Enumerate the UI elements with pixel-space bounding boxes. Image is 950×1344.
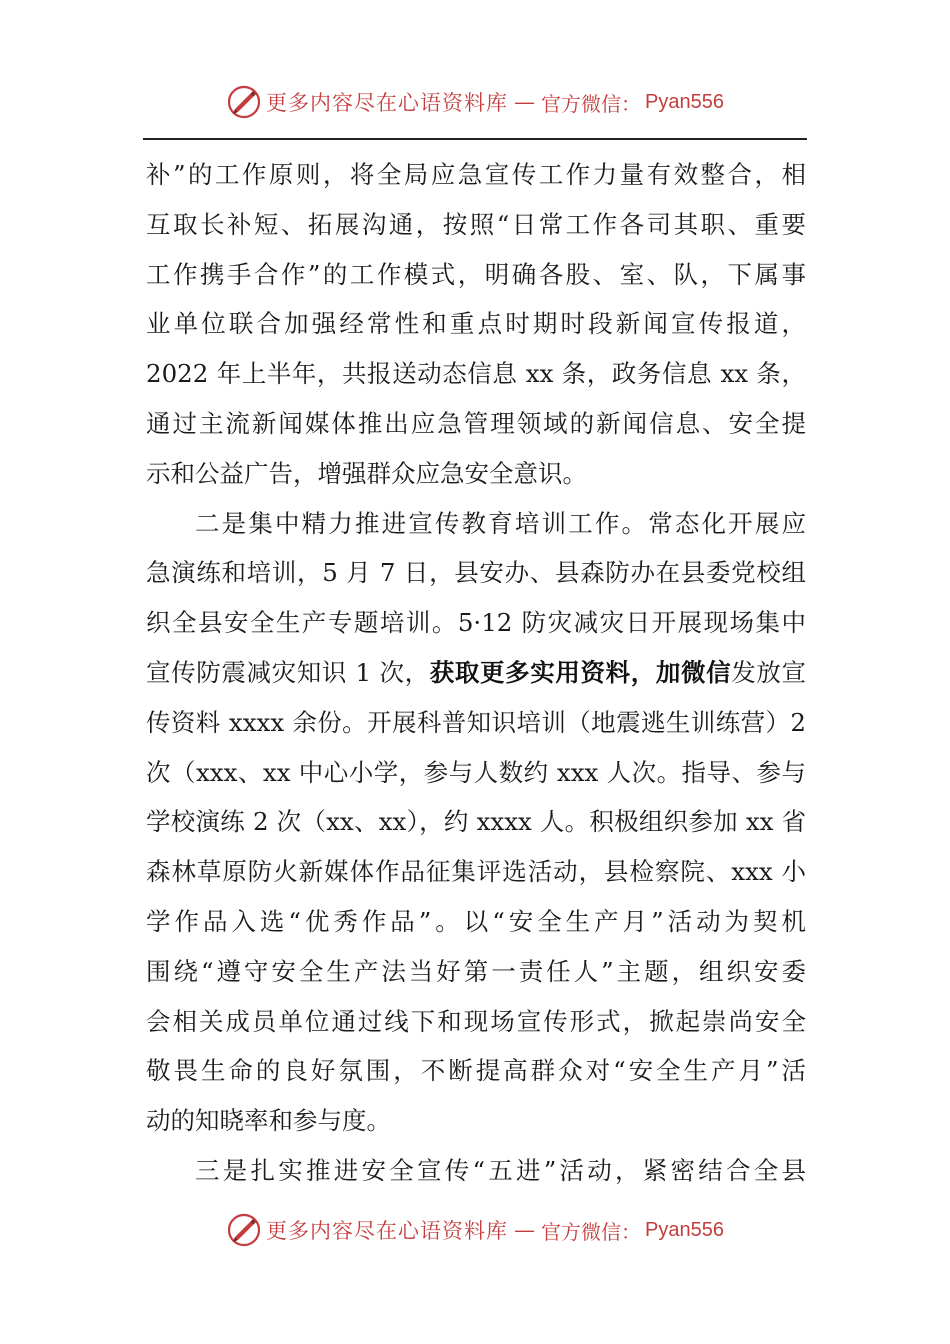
text-line: 2022 年上半年，共报送动态信息 xx 条，政务信息 xx 条，: [146, 359, 806, 389]
text-line: 动的知晓率和参与度。: [146, 1106, 391, 1136]
text-line: 工作携手合作”的工作模式，明确各股、室、队，下属事: [146, 259, 806, 289]
header-divider: [143, 138, 807, 140]
banner-dash: —: [514, 1218, 536, 1242]
text-line: 敬畏生命的良好氛围，不断提高群众对“安全生产月”活: [146, 1056, 806, 1086]
banner-title: 更多内容尽在心语资料库: [266, 1219, 509, 1243]
banner-wechat-label: 官方微信：: [541, 91, 642, 116]
pen-logo-icon: [226, 1212, 262, 1248]
text-line-with-promo: [146, 648, 806, 698]
text-line: 传资料 xxxx 余份。开展科普知识培训（地震逃生训练营）2: [146, 707, 806, 737]
text-line: 次（xxx、xx 中心小学，参与人数约 xxx 人次。指导、参与: [146, 757, 806, 787]
footer-banner: [0, 1208, 950, 1252]
text-segment: 发放宣: [731, 657, 807, 687]
text-line: 织全县安全生产专题培训。5·12 防灾减灾日开展现场集中: [146, 608, 806, 638]
banner-dash: —: [514, 90, 536, 114]
text-line: 通过主流新闻媒体推出应急管理领域的新闻信息、安全提: [146, 408, 806, 438]
text-line: 围绕“遵守安全生产法当好第一责任人”主题，组织安委: [146, 956, 806, 986]
text-line: 业单位联合加强经常性和重点时期时段新闻宣传报道，: [146, 309, 806, 339]
text-line: 学作品入选“优秀作品”。以“安全生产月”活动为契机: [146, 906, 806, 936]
pen-logo-icon: [226, 84, 262, 120]
banner-wechat-id: Pyan556: [645, 90, 724, 113]
text-line: 互取长补短、拓展沟通，按照“日常工作各司其职、重要: [146, 209, 806, 239]
promo-text: 获取更多实用资料，加微信: [429, 657, 732, 687]
text-line: 会相关成员单位通过线下和现场宣传形式，掀起崇尚安全: [146, 1006, 806, 1036]
banner-title: 更多内容尽在心语资料库: [266, 91, 509, 115]
banner-wechat-label: 官方微信：: [541, 1219, 642, 1244]
paragraph-start-line: 三是扎实推进安全宣传“五进”活动，紧密结合全县: [195, 1155, 806, 1185]
banner-wechat-id: Pyan556: [645, 1218, 724, 1241]
text-line: 学校演练 2 次（xx、xx），约 xxxx 人。积极组织参加 xx 省: [146, 807, 806, 837]
paragraph-start-line: 二是集中精力推进宣传教育培训工作。常态化开展应: [195, 508, 806, 538]
document-body: [146, 150, 806, 1196]
text-line: 急演练和培训，5 月 7 日，县安办、县森防办在县委党校组: [146, 558, 806, 588]
text-line: 示和公益广告，增强群众应急安全意识。: [146, 458, 587, 488]
text-line: 森林草原防火新媒体作品征集评选活动，县检察院、xxx 小: [146, 857, 806, 887]
header-banner: [0, 80, 950, 124]
text-segment: 宣传防震减灾知识 1 次，: [146, 657, 430, 687]
text-line: 补”的工作原则，将全局应急宣传工作力量有效整合，相: [146, 160, 806, 189]
